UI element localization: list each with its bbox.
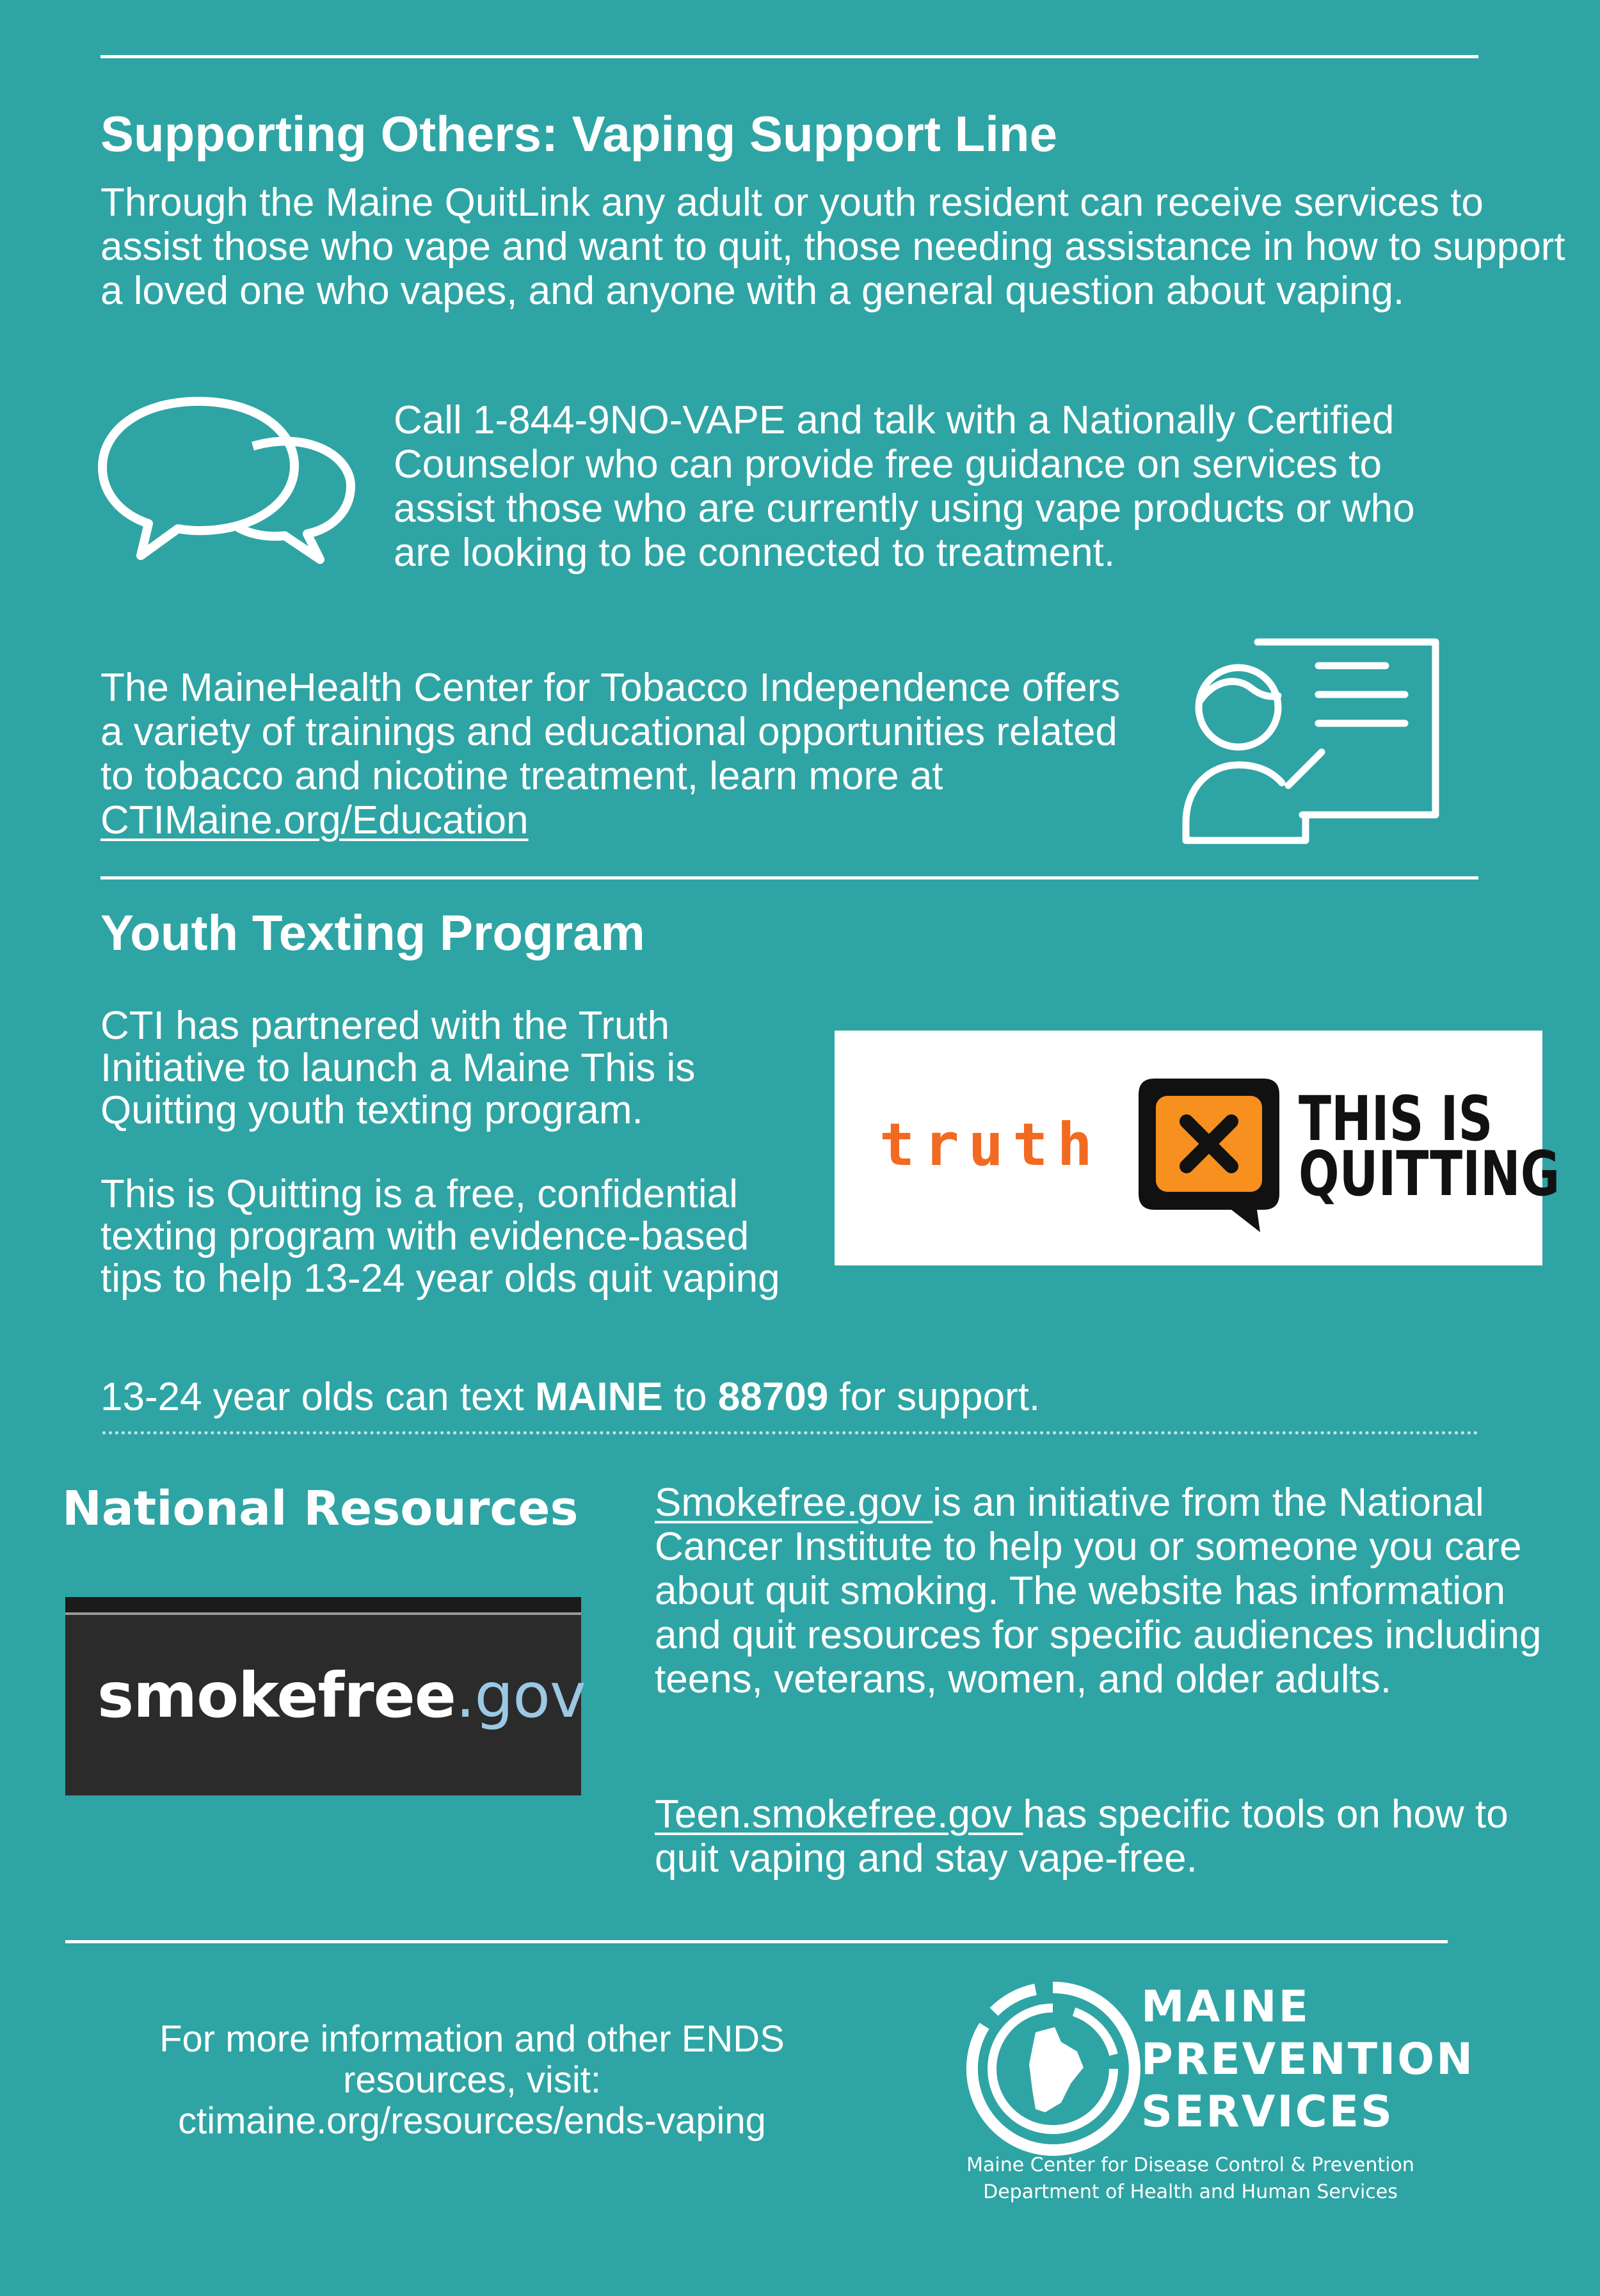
maine-prevention-services-name — [1141, 1981, 1475, 2139]
teen-smokefree-description — [655, 1792, 1551, 1881]
text-middle: to — [662, 1375, 718, 1419]
tiq-x-badge-icon — [1135, 1075, 1289, 1235]
text-number: 88709 — [717, 1375, 829, 1419]
teen-smokefree-link[interactable]: Teen.smokefree.gov — [655, 1792, 1023, 1836]
smokefree-description — [655, 1481, 1551, 1701]
section-title-youth: Youth Texting Program — [100, 904, 645, 961]
smokefree-logo-main: smokefree — [97, 1660, 456, 1731]
mps-line-1: MAINE — [1141, 1982, 1310, 2032]
youth-para-1: CTI has partnered with the Truth Initiative to launch a Maine This is Quitting youth texting program. — [100, 1004, 696, 1132]
mps-line-3: SERVICES — [1141, 2087, 1395, 2137]
call-text: Call 1-844-9NO-VAPE and talk with a Nationally Certified Counselor who can provide free guidance on services to assist those who are currently using vape products or who are looking to be connected to treatment. — [394, 398, 1415, 575]
youth-para-2: This is Quitting is a free, confidential texting program with evidence-based tips to help 13-24 year olds quit vaping — [100, 1172, 780, 1301]
smokefree-logo-text — [97, 1660, 586, 1731]
mps-sub-1: Maine Center for Disease Control & Prevention — [966, 2154, 1414, 2176]
smokefree-logo — [65, 1597, 586, 1795]
section-title-supporting: Supporting Others: Vaping Support Line — [100, 106, 1057, 162]
presenter-board-icon — [1174, 637, 1440, 845]
cti-text — [100, 666, 1137, 842]
footer-resources-link[interactable]: ctimaine.org/resources/ends-vaping — [178, 2100, 766, 2142]
tiq-line-2: QUITTING — [1299, 1138, 1560, 1210]
dotted-divider — [102, 1431, 1478, 1434]
tiq-logo-text — [1299, 1083, 1560, 1210]
truth-logo-text: truth — [879, 1111, 1101, 1179]
youth-text-instruction — [100, 1375, 1444, 1419]
mps-line-2: PREVENTION — [1141, 2034, 1475, 2085]
speech-bubbles-icon — [96, 392, 358, 568]
maine-prevention-logo-icon — [965, 1981, 1141, 2157]
footer-info — [96, 2019, 848, 2142]
text-prefix: 13-24 year olds can text — [100, 1375, 535, 1419]
smokefree-text: is an initiative from the National Cancer Institute to help you or someone you care about quit smoking. The website has information and quit resources for specific audiences including teens, veterans, women, and older adults. — [655, 1481, 1542, 1701]
maine-cdc-subtitle — [947, 2152, 1434, 2206]
cti-education-link[interactable]: CTIMaine.org/Education — [100, 798, 529, 842]
smokefree-logo-bar — [65, 1597, 581, 1615]
supporting-intro: Through the Maine QuitLink any adult or youth resident can receive services to assist those who vape and want to quit, those needing assistance in how to support a loved one who vapes, and anyone with a general question about vaping. — [100, 181, 1565, 313]
footer-line-1: For more information and other ENDS — [159, 2018, 785, 2060]
mps-sub-2: Department of Health and Human Services — [983, 2181, 1398, 2203]
text-suffix: for support. — [828, 1375, 1041, 1419]
divider-2 — [100, 876, 1478, 879]
section-title-national: National Resources — [62, 1481, 579, 1536]
cti-description: The MaineHealth Center for Tobacco Independence offers a variety of trainings and educational opportunities related to tobacco and nicotine treatment, learn more at — [100, 666, 1121, 798]
smokefree-logo-gov: .gov — [455, 1660, 586, 1731]
smokefree-link[interactable]: Smokefree.gov — [655, 1481, 933, 1525]
truth-this-is-quitting-logo — [835, 1031, 1560, 1265]
tiq-line-1: THIS IS — [1299, 1083, 1493, 1155]
top-divider — [100, 55, 1478, 58]
footer-line-2: resources, visit: — [343, 2059, 601, 2101]
teen-smokefree-text: has specific tools on how to quit vaping and stay vape-free. — [655, 1792, 1508, 1881]
footer-divider — [65, 1940, 1448, 1943]
text-keyword: MAINE — [534, 1375, 663, 1419]
